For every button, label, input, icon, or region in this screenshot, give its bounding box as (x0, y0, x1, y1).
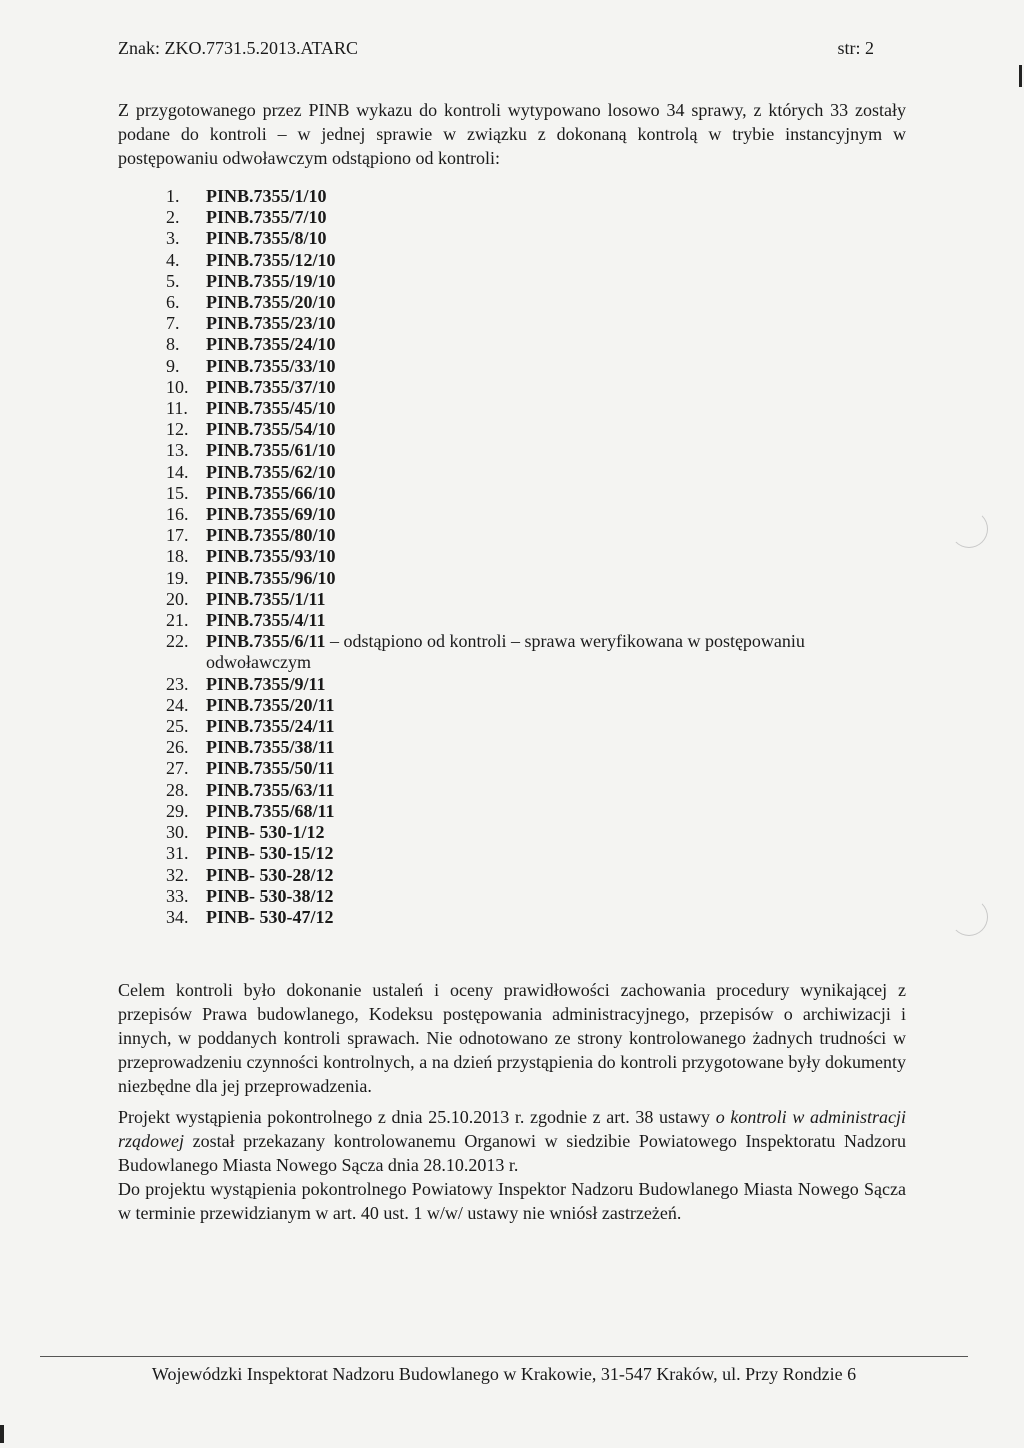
case-number: 15. (166, 482, 189, 503)
case-code: PINB.7355/4/11 (206, 610, 326, 631)
case-number: 31. (166, 843, 189, 864)
case-number: 19. (166, 567, 189, 588)
page-footer: Wojewódzki Inspektorat Nadzoru Budowlanego w Krakowie, 31-547 Kraków, ul. Przy Rondzie 6 (151, 1364, 857, 1384)
case-number: 14. (166, 461, 189, 482)
case-code: PINB.7355/24/10 (206, 334, 336, 355)
page-header (118, 38, 874, 59)
case-list (166, 186, 906, 928)
case-item (166, 589, 906, 610)
case-number: 20. (166, 588, 189, 609)
case-item (166, 292, 906, 313)
footer-divider (40, 1356, 968, 1357)
case-code: PINB.7355/93/10 (206, 546, 336, 567)
case-number: 34. (166, 906, 189, 927)
case-item (166, 695, 906, 716)
case-code: PINB.7355/45/10 (206, 398, 336, 419)
case-number: 8. (166, 334, 180, 355)
reference-number: Znak: ZKO.7731.5.2013.ATARC (118, 38, 359, 58)
case-item (166, 716, 906, 737)
case-number: 22. (166, 631, 189, 652)
case-item (166, 568, 906, 589)
case-item (166, 228, 906, 249)
case-item (166, 631, 906, 673)
case-item (166, 674, 906, 695)
case-number: 5. (166, 270, 180, 291)
draft-report-text-2: został przekazany kontrolowanemu Organowi w siedzibie Powiatowego Inspektoratu Nadzoru Budowlanego Miasta Nowego Sącza dnia 28.10.2013 r. (118, 1131, 906, 1175)
case-item (166, 737, 906, 758)
case-code: PINB.7355/96/10 (206, 567, 336, 588)
case-code: PINB.7355/62/10 (206, 461, 336, 482)
case-number: 6. (166, 292, 180, 313)
case-number: 3. (166, 228, 180, 249)
case-code: PINB.7355/68/11 (206, 800, 335, 821)
case-number: 28. (166, 779, 189, 800)
case-number: 10. (166, 376, 189, 397)
punch-hole (950, 510, 988, 548)
case-item (166, 525, 906, 546)
draft-report-paragraph (118, 1105, 906, 1225)
case-number: 2. (166, 207, 180, 228)
case-item (166, 843, 906, 864)
intro-paragraph: Z przygotowanego przez PINB wykazu do kontroli wytypowano losowo 34 sprawy, z których 33 zostały podane do kontroli – w jednej sprawie w związku z dokonaną kontrolą w trybie instancyjnym w postępowaniu odwoławczym odstąpiono od kontroli: (118, 100, 906, 168)
case-item (166, 610, 906, 631)
case-code: PINB.7355/63/11 (206, 779, 335, 800)
case-code: PINB.7355/66/10 (206, 482, 336, 503)
case-code: PINB- 530-38/12 (206, 885, 334, 906)
case-code: PINB.7355/24/11 (206, 716, 335, 737)
case-number: 16. (166, 504, 189, 525)
case-item (166, 780, 906, 801)
case-item (166, 398, 906, 419)
case-note: – odstąpiono od kontroli – sprawa weryfikowana w postępowaniu (325, 631, 805, 652)
case-number: 27. (166, 758, 189, 779)
case-item (166, 886, 906, 907)
case-code: PINB- 530-47/12 (206, 906, 334, 927)
case-number: 24. (166, 694, 189, 715)
case-number: 13. (166, 440, 189, 461)
case-number: 25. (166, 716, 189, 737)
case-number: 33. (166, 885, 189, 906)
scan-edge-mark (1019, 65, 1022, 87)
act-title: o kontroli w administracji rządowej (118, 1107, 906, 1151)
case-number: 4. (166, 249, 180, 270)
case-number: 18. (166, 546, 189, 567)
case-item (166, 462, 906, 483)
case-item (166, 758, 906, 779)
case-item (166, 313, 906, 334)
punch-hole (950, 898, 988, 936)
case-number: 12. (166, 419, 189, 440)
case-number: 21. (166, 610, 189, 631)
case-code: PINB.7355/33/10 (206, 355, 336, 376)
case-number: 30. (166, 822, 189, 843)
control-purpose-paragraph: Celem kontroli było dokonanie ustaleń i oceny prawidłowości zachowania procedury wynikającej z przepisów Prawa budowlanego, Kodeksu postępowania administracyjnego, przepisów o archiwizacji i innych, w poddanych kontroli sprawach. Nie odnotowano ze strony kontrolowanego żadnych trudności w przeprowadzeniu czynności kontrolnych, a na dzień przystąpienia do kontroli przygotowane były dokumenty niezbędne dla jej przeprowadzenia. (118, 980, 906, 1096)
case-code: PINB.7355/38/11 (206, 737, 335, 758)
case-code: PINB.7355/7/10 (206, 207, 327, 228)
case-number: 1. (166, 186, 180, 206)
case-code: PINB.7355/37/10 (206, 376, 336, 397)
case-code: PINB.7355/6/11 (206, 631, 326, 652)
case-code: PINB.7355/20/10 (206, 292, 336, 313)
case-number: 9. (166, 355, 180, 376)
case-code: PINB.7355/69/10 (206, 504, 336, 525)
case-code: PINB.7355/23/10 (206, 313, 336, 334)
case-code: PINB.7355/1/11 (206, 588, 326, 609)
no-objections-text: Do projektu wystąpienia pokontrolnego Powiatowy Inspektor Nadzoru Budowlanego Miasta Nowego Sącza w terminie przewidzianym w art. 40 ust. 1 w/w/ ustawy nie wniósł zastrzeżeń. (118, 1179, 906, 1223)
case-code: PINB.7355/20/11 (206, 694, 335, 715)
case-code: PINB.7355/12/10 (206, 249, 336, 270)
case-item (166, 377, 906, 398)
case-item (166, 334, 906, 355)
case-item (166, 822, 906, 843)
case-code: PINB- 530-28/12 (206, 864, 334, 885)
case-code: PINB.7355/80/10 (206, 525, 336, 546)
case-item (166, 186, 906, 207)
case-code: PINB.7355/1/10 (206, 186, 327, 206)
case-item (166, 271, 906, 292)
case-item (166, 865, 906, 886)
scan-edge-mark (0, 1425, 4, 1443)
case-number: 29. (166, 800, 189, 821)
case-code: PINB- 530-1/12 (206, 822, 325, 843)
page-number: str: 2 (837, 38, 874, 58)
case-code: PINB.7355/61/10 (206, 440, 336, 461)
case-number: 26. (166, 737, 189, 758)
case-number: 17. (166, 525, 189, 546)
case-item (166, 907, 906, 928)
case-item (166, 356, 906, 377)
case-item (166, 504, 906, 525)
case-code: PINB.7355/19/10 (206, 270, 336, 291)
case-number: 11. (166, 398, 188, 419)
case-code: PINB.7355/50/11 (206, 758, 335, 779)
case-item (166, 483, 906, 504)
case-item (166, 419, 906, 440)
case-item (166, 250, 906, 271)
case-code: PINB.7355/8/10 (206, 228, 327, 249)
case-item (166, 440, 906, 461)
case-code: PINB- 530-15/12 (206, 843, 334, 864)
case-number: 7. (166, 313, 180, 334)
case-item (166, 546, 906, 567)
case-item (166, 207, 906, 228)
draft-report-text-1: Projekt wystąpienia pokontrolnego z dnia 25.10.2013 r. zgodnie z art. 38 ustawy (118, 1107, 716, 1127)
case-code: PINB.7355/9/11 (206, 673, 326, 694)
case-code: PINB.7355/54/10 (206, 419, 336, 440)
case-number: 32. (166, 864, 189, 885)
case-item (166, 801, 906, 822)
case-note-continuation: odwoławczym (206, 652, 311, 673)
case-number: 23. (166, 673, 189, 694)
